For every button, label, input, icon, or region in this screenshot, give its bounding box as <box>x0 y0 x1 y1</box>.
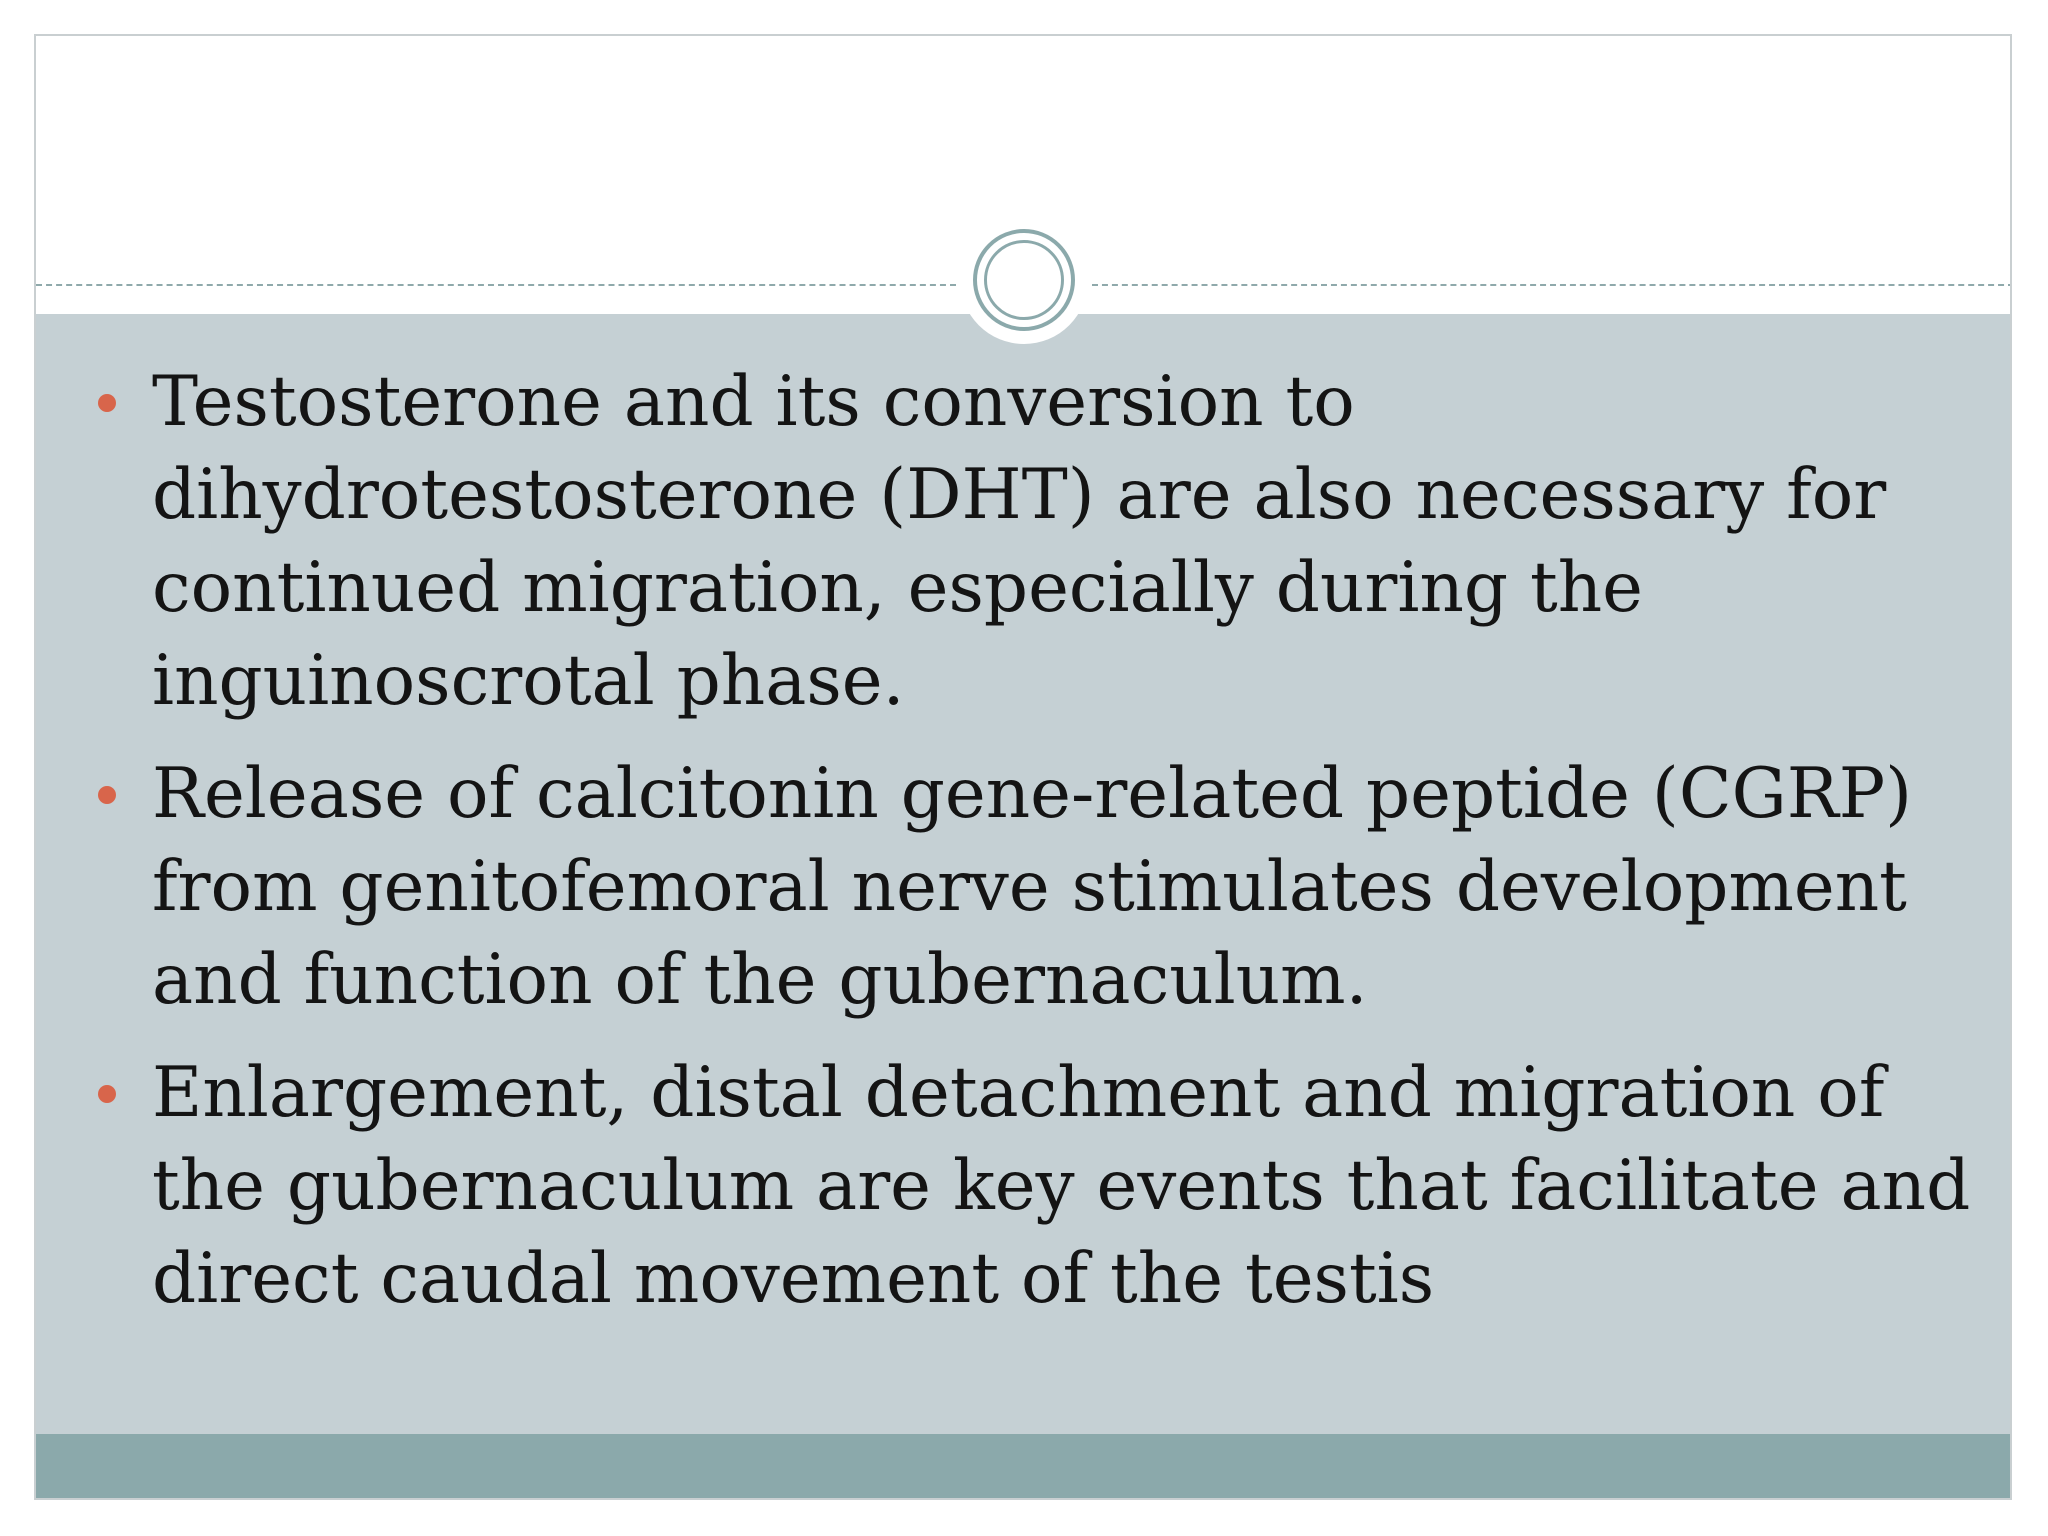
bullet-item <box>36 1047 2010 1326</box>
bullet-list <box>36 356 2010 1346</box>
bullet-text: Testosterone and its conversion to dihydrotestosterone (DHT) are also necessary for continued migration, especially during the inguinoscrotal phase. <box>152 362 1887 721</box>
bullet-text: Release of calcitonin gene-related peptide (CGRP) from genitofemoral nerve stimulates development and function of the gubernaculum. <box>152 754 1913 1020</box>
bullet-text: Enlargement, distal detachment and migration of the gubernaculum are key events that facilitate and direct caudal movement of the testis <box>152 1053 1971 1319</box>
bullet-item <box>36 748 2010 1027</box>
circle-ornament-inner-ring <box>984 240 1064 320</box>
bullet-dot-icon <box>98 394 116 412</box>
footer-bar <box>36 1434 2010 1500</box>
bullet-dot-icon <box>98 786 116 804</box>
divider-line-left <box>36 284 956 286</box>
circle-ornament-icon <box>973 229 1075 331</box>
divider-line-right <box>1092 284 2012 286</box>
bullet-dot-icon <box>98 1085 116 1103</box>
bullet-item <box>36 356 2010 728</box>
slide <box>34 34 2012 1500</box>
